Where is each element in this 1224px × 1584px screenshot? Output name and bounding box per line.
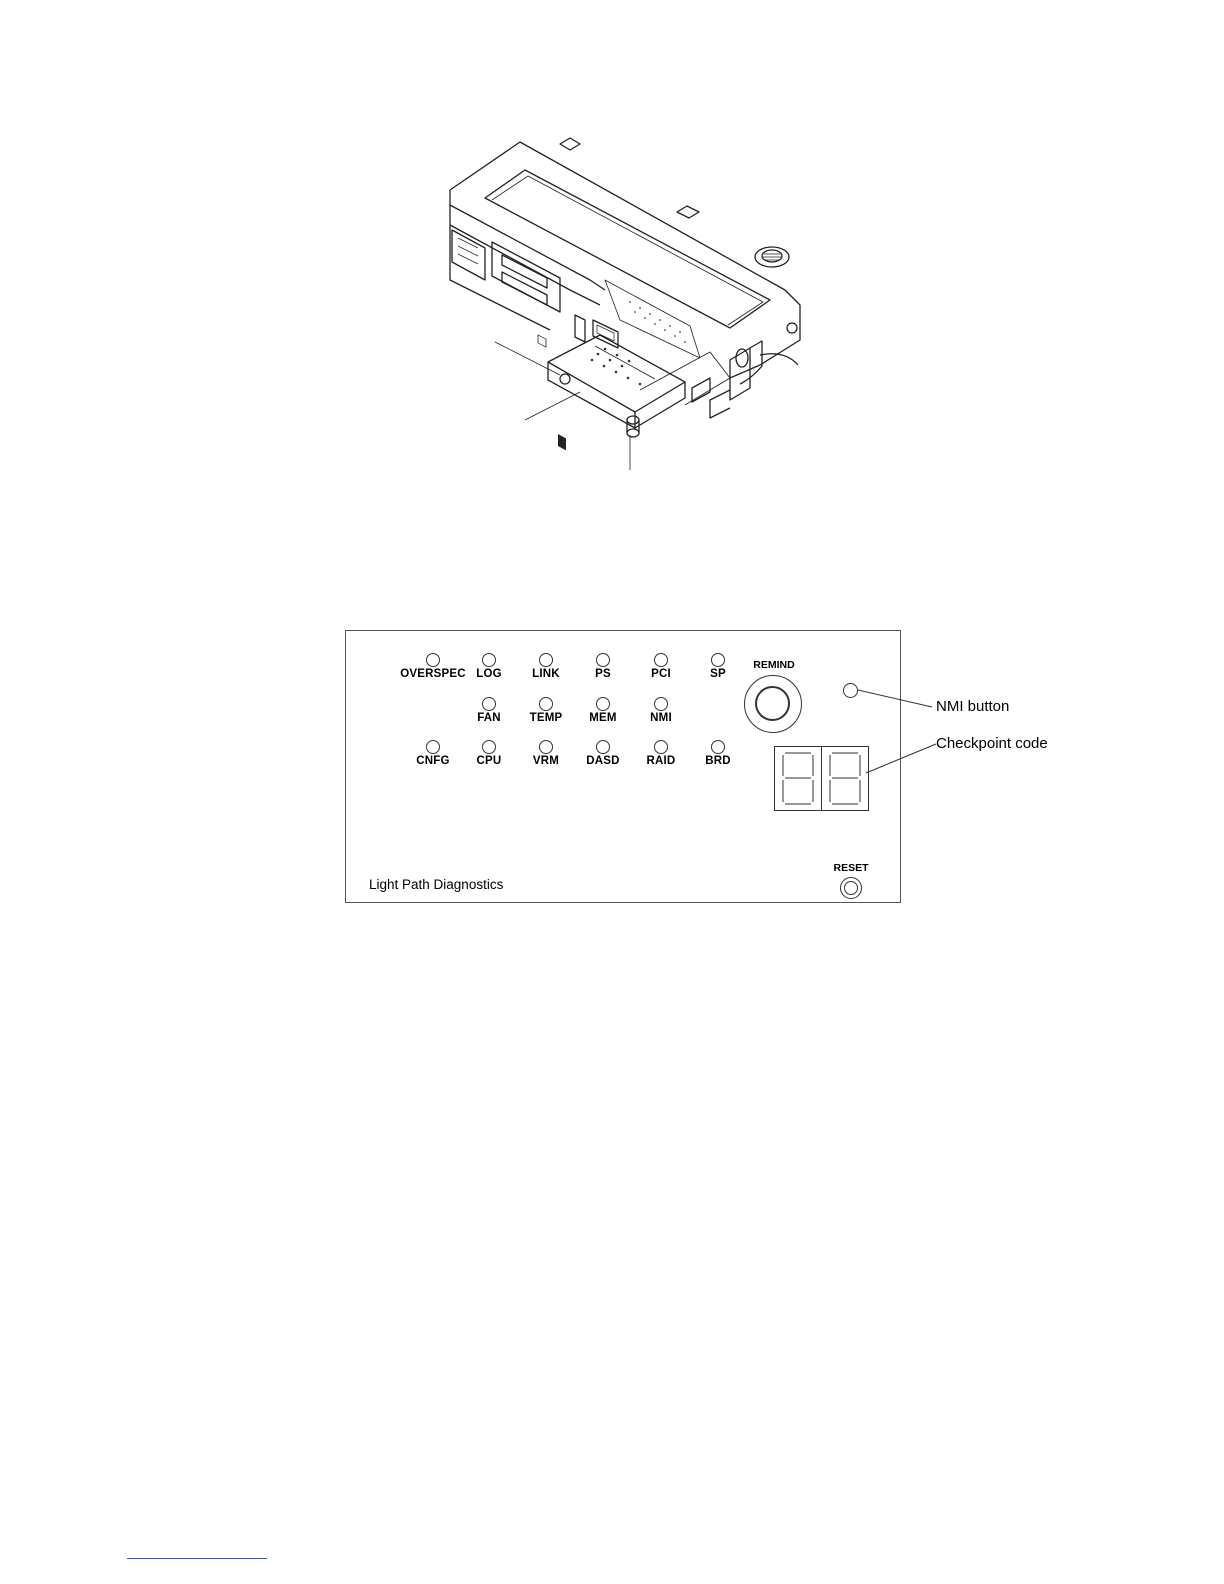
led-label-nmi: NMI [650, 712, 672, 724]
led-label-sp: SP [710, 668, 726, 680]
led-label-raid: RAID [646, 755, 676, 767]
led-label-cpu: CPU [476, 755, 502, 767]
footer-link-rule [127, 1558, 267, 1559]
nmi-button-callout: NMI button [936, 698, 1010, 715]
led-label-overspec: OVERSPEC [400, 668, 466, 680]
led-label-ps: PS [595, 668, 611, 680]
reset-label: RESET [833, 862, 869, 874]
led-label-log: LOG [476, 668, 502, 680]
led-label-vrm: VRM [532, 755, 560, 767]
led-label-brd: BRD [705, 755, 731, 767]
checkpoint-code-callout: Checkpoint code [936, 735, 1048, 752]
led-label-dasd: DASD [586, 755, 620, 767]
led-label-pci: PCI [651, 668, 671, 680]
led-label-link: LINK [532, 668, 560, 680]
remind-label: REMIND [753, 659, 795, 671]
led-label-fan: FAN [477, 712, 501, 724]
panel-title: Light Path Diagnostics [369, 877, 504, 892]
led-label-cnfg: CNFG [416, 755, 450, 767]
led-label-mem: MEM [589, 712, 617, 724]
led-label-temp: TEMP [529, 712, 563, 724]
